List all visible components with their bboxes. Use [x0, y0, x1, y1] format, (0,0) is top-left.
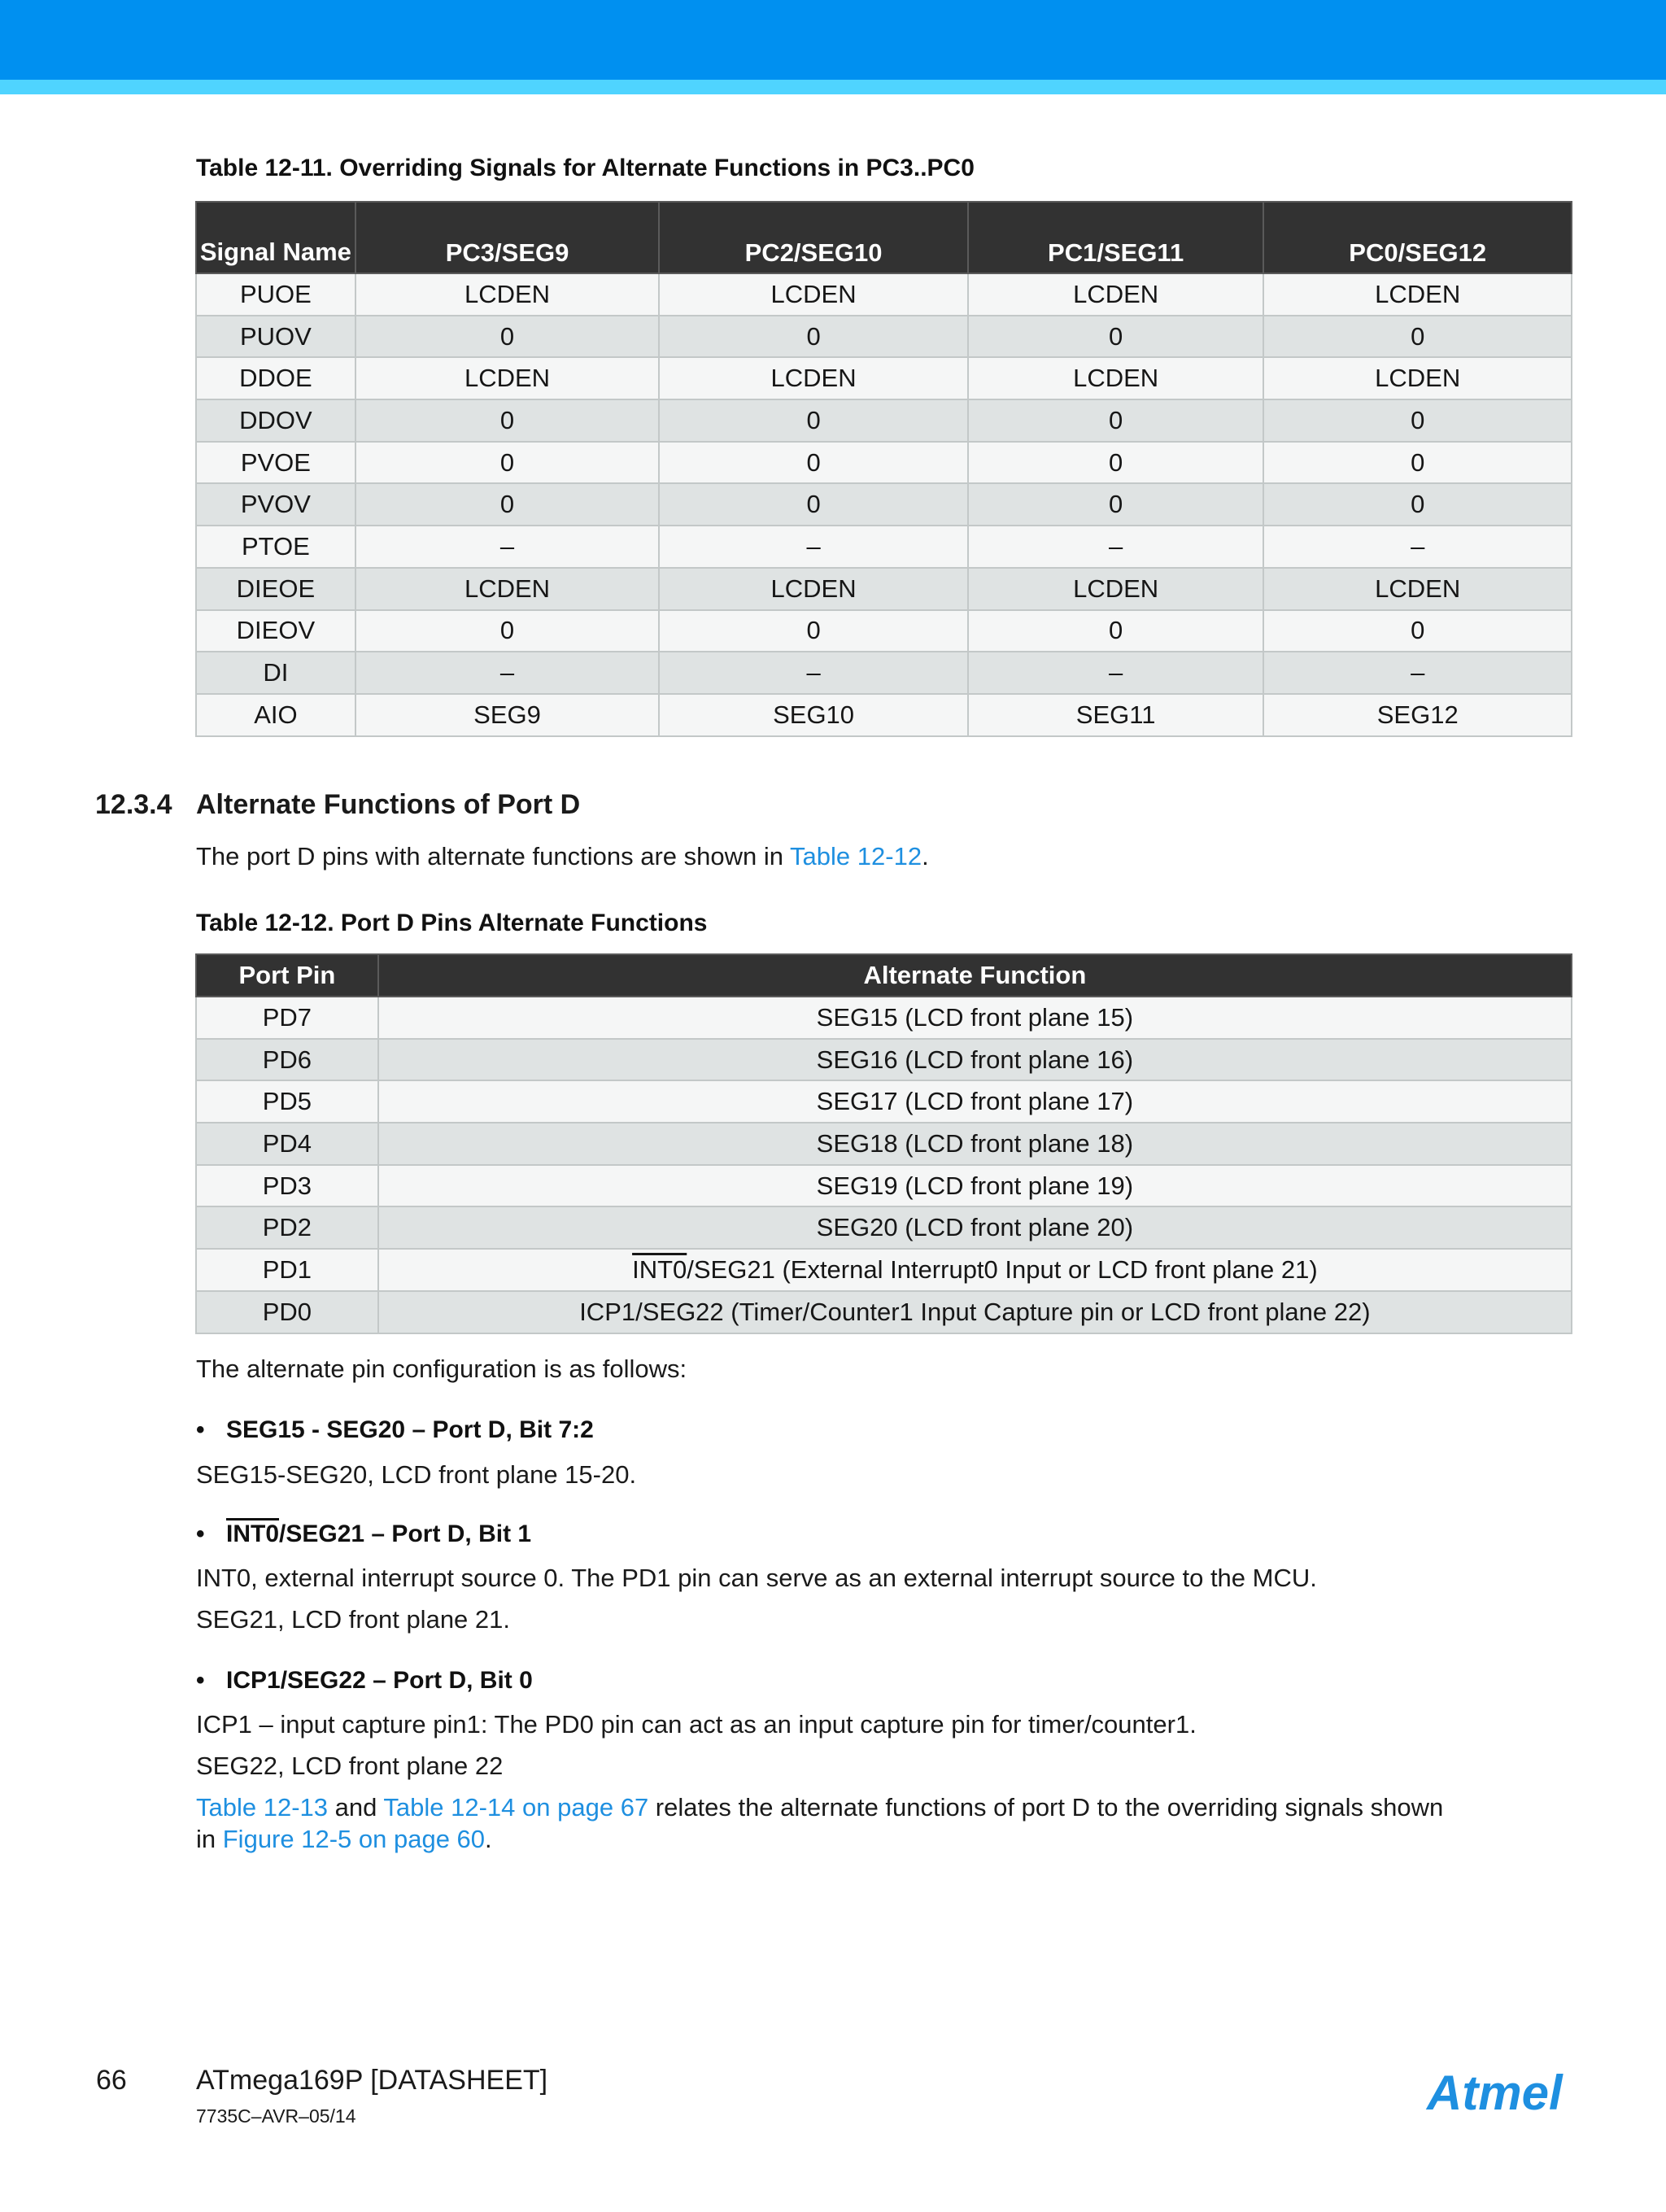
- table-cell: LCDEN: [968, 357, 1264, 399]
- doc-revision: 7735C–AVR–05/14: [196, 2105, 356, 2127]
- table-row: [196, 483, 1572, 526]
- table-row: [196, 1249, 1572, 1291]
- table-cell: SEG10: [659, 694, 968, 736]
- bullet-icp1-seg22: [196, 1667, 533, 1695]
- figure-12-5-link[interactable]: Figure 12-5 on page 60: [222, 1825, 486, 1853]
- bullet-seg15-seg20: [196, 1416, 594, 1444]
- table-row: [196, 1039, 1572, 1081]
- table-header-row: [196, 954, 1572, 997]
- table-row: [196, 1206, 1572, 1249]
- closing-rest: relates the alternate functions of port D to the overriding signals shown: [648, 1793, 1444, 1822]
- table-cell: SEG20 (LCD front plane 20): [378, 1206, 1572, 1249]
- table-cell: –: [1263, 652, 1572, 694]
- table-cell: 0: [1263, 442, 1572, 484]
- table-row: [196, 652, 1572, 694]
- table-cell: 0: [1263, 483, 1572, 526]
- cell-text: /SEG21 (External Interrupt0 Input or LCD front plane 21): [687, 1254, 1318, 1284]
- section-title: Alternate Functions of Port D: [196, 789, 581, 820]
- table-cell: PD2: [196, 1206, 378, 1249]
- table-cell: LCDEN: [659, 568, 968, 610]
- closing-and: and: [328, 1793, 384, 1822]
- table-cell: SEG9: [355, 694, 660, 736]
- table-row: [196, 997, 1572, 1039]
- table-cell: 0: [968, 442, 1264, 484]
- table-cell: 0: [1263, 610, 1572, 652]
- column-header: Alternate Function: [378, 954, 1572, 997]
- table-cell: LCDEN: [659, 357, 968, 399]
- bullet1-text: SEG15-SEG20, LCD front plane 15-20.: [196, 1460, 637, 1489]
- table-row: [196, 399, 1572, 442]
- table-cell: PD1: [196, 1249, 378, 1291]
- table-cell: LCDEN: [659, 273, 968, 316]
- table-cell: 0: [659, 399, 968, 442]
- table-cell: –: [659, 526, 968, 568]
- table-cell: PUOE: [196, 273, 355, 316]
- bullet3-text2: SEG22, LCD front plane 22: [196, 1752, 504, 1780]
- table-cell: PD4: [196, 1123, 378, 1165]
- table-cell: DIEOV: [196, 610, 355, 652]
- bullet3-text1: ICP1 – input capture pin1: The PD0 pin can act as an input capture pin for timer/counter1.: [196, 1710, 1197, 1739]
- doc-title: ATmega169P [DATASHEET]: [196, 2065, 548, 2096]
- bullet2-text2: SEG21, LCD front plane 21.: [196, 1605, 511, 1634]
- intro-end: .: [922, 842, 929, 870]
- column-header: PC3/SEG9: [355, 202, 660, 273]
- table-cell: 0: [968, 316, 1264, 358]
- table-cell: PD6: [196, 1039, 378, 1081]
- table-cell: 0: [355, 399, 660, 442]
- closing-in: in: [196, 1825, 223, 1853]
- table-cell: 0: [1263, 399, 1572, 442]
- table-cell: LCDEN: [1263, 357, 1572, 399]
- table-cell: 0: [355, 442, 660, 484]
- column-header: Signal Name: [196, 202, 355, 273]
- table-cell: SEG15 (LCD front plane 15): [378, 997, 1572, 1039]
- header-band: [0, 0, 1666, 80]
- config-intro: The alternate pin configuration is as follows:: [196, 1355, 687, 1383]
- table-cell: SEG17 (LCD front plane 17): [378, 1080, 1572, 1123]
- atmel-logo: [1425, 2066, 1572, 2123]
- table-cell: –: [355, 652, 660, 694]
- column-header: PC1/SEG11: [968, 202, 1264, 273]
- table-12-11-caption: Table 12-11. Overriding Signals for Alternate Functions in PC3..PC0: [196, 155, 975, 181]
- table-cell: –: [355, 526, 660, 568]
- table-row: [196, 1080, 1572, 1123]
- bullet-title: SEG15 - SEG20 – Port D, Bit 7:2: [226, 1416, 594, 1443]
- table-cell: 0: [659, 610, 968, 652]
- table-cell: 0: [968, 483, 1264, 526]
- table-12-12-link[interactable]: Table 12-12: [790, 842, 922, 870]
- table-cell: 0: [968, 610, 1264, 652]
- table-cell: LCDEN: [968, 568, 1264, 610]
- bullet-int0-seg21: [196, 1520, 531, 1548]
- table-cell: 0: [968, 399, 1264, 442]
- bullet-title: /SEG21 – Port D, Bit 1: [279, 1520, 532, 1547]
- table-cell: PD0: [196, 1291, 378, 1333]
- closing-line2: [196, 1825, 492, 1854]
- table-cell: PD5: [196, 1080, 378, 1123]
- bullet-dot: •: [196, 1667, 205, 1694]
- table-cell: DIEOE: [196, 568, 355, 610]
- table-cell: –: [1263, 526, 1572, 568]
- table-cell: –: [968, 652, 1264, 694]
- table-row: [196, 1291, 1572, 1333]
- table-cell: SEG16 (LCD front plane 16): [378, 1039, 1572, 1081]
- table-12-13-link[interactable]: Table 12-13: [196, 1793, 329, 1822]
- table-cell: PTOE: [196, 526, 355, 568]
- table-12-12: [195, 953, 1572, 1334]
- page-number: 66: [96, 2065, 127, 2096]
- table-cell: 0: [1263, 316, 1572, 358]
- section-number: 12.3.4: [95, 789, 172, 820]
- column-header: Port Pin: [196, 954, 378, 997]
- table-cell: PD3: [196, 1165, 378, 1207]
- table-cell: SEG11: [968, 694, 1264, 736]
- table-row: [196, 526, 1572, 568]
- table-cell: 0: [355, 316, 660, 358]
- column-header: PC0/SEG12: [1263, 202, 1572, 273]
- table-cell: ICP1/SEG22 (Timer/Counter1 Input Capture pin or LCD front plane 22): [378, 1291, 1572, 1333]
- table-row: [196, 357, 1572, 399]
- table-cell: DI: [196, 652, 355, 694]
- table-cell: SEG18 (LCD front plane 18): [378, 1123, 1572, 1165]
- bullet-dot: •: [196, 1416, 205, 1443]
- table-cell: 0: [355, 483, 660, 526]
- table-cell: –: [968, 526, 1264, 568]
- table-cell: 0: [659, 483, 968, 526]
- table-cell: LCDEN: [968, 273, 1264, 316]
- table-cell: DDOV: [196, 399, 355, 442]
- closing-line1: [196, 1793, 1443, 1822]
- table-cell: PVOV: [196, 483, 355, 526]
- table-cell: 0: [659, 316, 968, 358]
- column-header: PC2/SEG10: [659, 202, 968, 273]
- table-cell: LCDEN: [355, 568, 660, 610]
- intro-text: The port D pins with alternate functions are shown in: [196, 842, 791, 870]
- closing-end: .: [485, 1825, 492, 1853]
- int0-overline: INT0: [632, 1254, 687, 1284]
- bullet-title: ICP1/SEG22 – Port D, Bit 0: [226, 1667, 533, 1694]
- table-cell: AIO: [196, 694, 355, 736]
- table-row: [196, 1123, 1572, 1165]
- header-stripe: [0, 80, 1666, 94]
- table-12-12-caption: Table 12-12. Port D Pins Alternate Functions: [196, 910, 708, 936]
- table-cell: [378, 1249, 1572, 1291]
- table-cell: LCDEN: [355, 273, 660, 316]
- section-intro: [196, 842, 929, 871]
- table-cell: LCDEN: [1263, 568, 1572, 610]
- bullet-dot: •: [196, 1520, 205, 1547]
- table-cell: –: [659, 652, 968, 694]
- table-row: [196, 442, 1572, 484]
- table-header-row: [196, 202, 1572, 273]
- table-row: [196, 568, 1572, 610]
- table-cell: LCDEN: [1263, 273, 1572, 316]
- table-row: [196, 273, 1572, 316]
- bullet2-text1: INT0, external interrupt source 0. The PD1 pin can serve as an external interrupt source to the MCU.: [196, 1564, 1317, 1592]
- bullet-title-overline: INT0: [226, 1520, 280, 1547]
- table-row: [196, 610, 1572, 652]
- table-cell: LCDEN: [355, 357, 660, 399]
- table-cell: PVOE: [196, 442, 355, 484]
- table-cell: PUOV: [196, 316, 355, 358]
- table-row: [196, 316, 1572, 358]
- table-cell: DDOE: [196, 357, 355, 399]
- table-row: [196, 694, 1572, 736]
- table-cell: 0: [659, 442, 968, 484]
- table-cell: PD7: [196, 997, 378, 1039]
- table-row: [196, 1165, 1572, 1207]
- table-12-11: [195, 201, 1572, 737]
- table-cell: SEG19 (LCD front plane 19): [378, 1165, 1572, 1207]
- table-cell: 0: [355, 610, 660, 652]
- table-12-14-link[interactable]: Table 12-14 on page 67: [383, 1793, 649, 1822]
- table-cell: SEG12: [1263, 694, 1572, 736]
- atmel-logo-text: Atmel: [1427, 2066, 1563, 2120]
